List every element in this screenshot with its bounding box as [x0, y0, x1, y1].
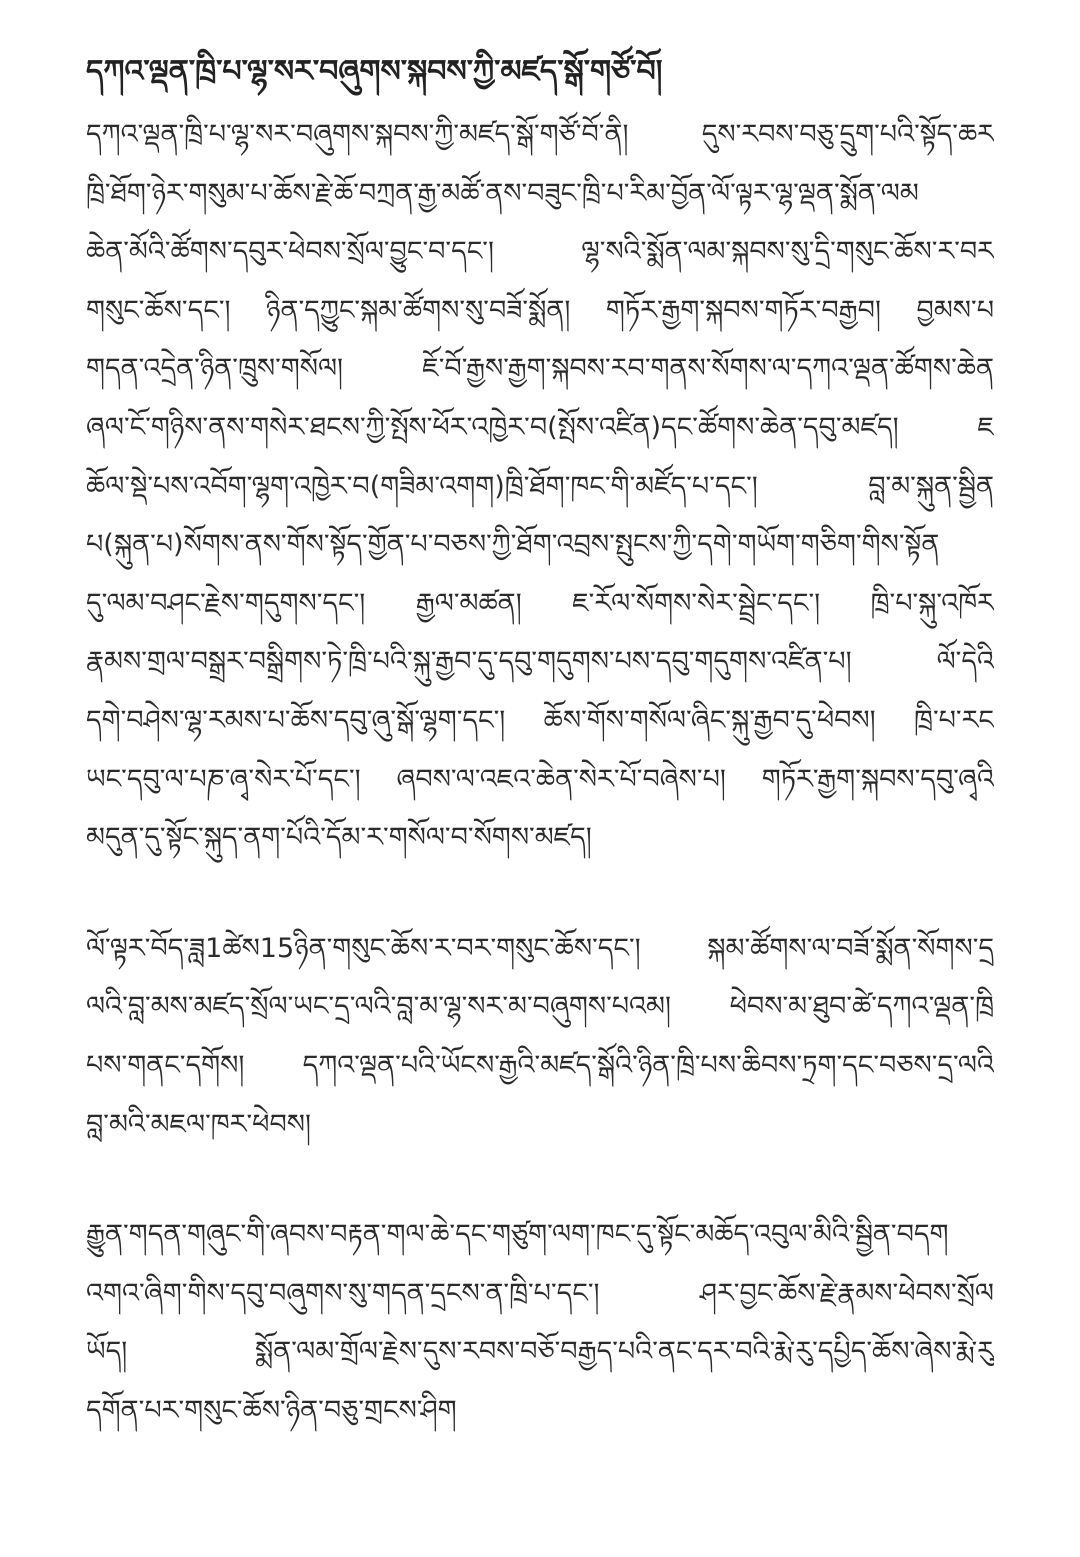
text-line: ལའི་བླ་མས་མཛད་སྲོལ་ཡང་དྲ་ལའི་བླ་མ་ལྷ་སར་མ་བཞུགས་པའམ། ཕེབས་མ་ཐུབ་ཚེ་དཀའ་ལྡན་ཁྲི: [86, 991, 994, 1023]
text-line: ཆོལ་སྡེ་པས་འབོག་ལྷག་འཁྱེར་བ(གཟིམ་འགག)ཁྲི་ཐོག་ཁང་གི་མཛོད་པ་དང་། བླ་མ་སྐུན་སྦྱིན: [86, 470, 994, 502]
text-line: ལོ་ལྟར་བོད་ཟླ1ཚེས15ཉིན་གསུང་ཆོས་ར་བར་གསུང་ཆོས་དང་། སྐམ་ཚོགས་ལ་བཟོ་སྨོན་སོགས་དྲ: [86, 932, 994, 964]
text-line: ཡང་དབུ་ལ་པཎ་ཞྭ་སེར་པོ་དང་། ཞབས་ལ་འཇའ་ཆེན་སེར་པོ་བཞེས་པ། གཏོར་རྒྱག་སྐབས་དབུ་ཞྭའི: [86, 763, 994, 795]
text-line: ཞལ་ངོ་གཉིས་ནས་གསེར་ཐངས་ཀྱི་སྤོས་ཕོར་འཁྱེར་བ(སྤོས་འཛིན)དང་ཚོགས་ཆེན་དབུ་མཛད། ཇ: [86, 411, 994, 443]
text-line: དཀའ་ལྡན་ཁྲི་པ་ལྷ་སར་བཞུགས་སྐབས་ཀྱི་མཛད་སྒོ་གཙོ་བོ་ནི། དུས་རབས་བཅུ་དྲུག་པའི་སྟོད་ཆར: [86, 119, 994, 150]
article-title: དཀའ་ལྡན་ཁྲི་པ་ལྷ་སར་བཞུགས་སྐབས་ཀྱི་མཛད་སྒོ་གཙོ་བོ།: [86, 54, 663, 89]
paragraph-spacer: [86, 1154, 994, 1206]
text-line: རྣམས་གྲལ་བསྒྲར་བསྒྲིགས་ཏེ་ཁྲི་པའི་སྐུ་རྒྱབ་དུ་དབུ་གདུགས་པས་དབུ་གདུགས་འཛིན་པ། ལོ་དེའི: [86, 646, 994, 678]
text-line: མདུན་དུ་སྟོང་སྐུད་ནག་པོའི་དོམ་ར་གསོལ་བ་སོགས་མཛད།: [86, 822, 592, 854]
text-line: པས་གནང་དགོས། དཀའ་ལྡན་པའི་ཡོངས་རྒྱའི་མཛད་སྒོའི་ཉིན་ཁྲི་པས་ཆིབས་ཏྲག་དང་བཅས་དྲ་ལའི: [86, 1049, 994, 1081]
paragraph-1: [86, 106, 994, 868]
paragraph-3: [86, 1206, 994, 1440]
text-line: བླ་མའི་མཇལ་ཁར་ཕེབས།: [86, 1108, 311, 1140]
text-line: རྒྱུན་གདན་གཞུང་གི་ཞབས་བརྟན་གལ་ཆེ་དང་གཙུག་ལག་ཁང་དུ་སྟོང་མཆོད་འབུལ་མིའི་སྦྱིན་བདག: [86, 1219, 949, 1251]
text-line: དུ་ལམ་བཤང་རྗེས་གདུགས་དང་། རྒྱལ་མཚན། ཇ་རོལ་སོགས་སེར་སྦྲེང་དང་། ཁྲི་པ་སྐུ་འཁོར: [86, 587, 994, 619]
text-line: ཁྲི་ཐོག་ཉེར་གསུམ་པ་ཆོས་རྗེ་ཆོ་བཀྲན་རྒྱ་མཚོ་ནས་བཟུང་ཁྲི་པ་རིམ་བྱོན་ལོ་ལྟར་ལྷ་ལྡན་སྨོན་ལམ: [86, 177, 919, 209]
text-line: ཆེན་མོའི་ཚོགས་དབུར་ཕེབས་སྲོལ་བྱུང་བ་དང་། ལྷ་སའི་སྨོན་ལམ་སྐབས་སུ་དྲི་གསུང་ཆོས་ར་བར: [86, 236, 994, 268]
text-line: དགེ་བཤེས་ལྷ་རམས་པ་ཆོས་དབུ་ཞུ་སྒོ་ལྷག་དང་། ཆོས་གོས་གསོལ་ཞིང་སྐུ་རྒྱབ་དུ་ཕེབས། ཁྲི་པ་རང: [86, 704, 994, 736]
text-line: གདན་འདྲེན་ཉིན་ཁྲུས་གསོལ། ཇོ་བོ་རྒྱས་རྒྱག་སྐབས་རབ་གནས་སོགས་ལ་དཀའ་ལྡན་ཚོགས་ཆེན: [86, 353, 994, 385]
paragraph-2: [86, 920, 994, 1154]
text-line: གསུང་ཆོས་དང་། ཉིན་དཀྱུང་སྐམ་ཚོགས་སུ་བཟོ་སྨོན། གཏོར་རྒྱག་སྐབས་གཏོར་བརྒྱབ། བྱམས་པ: [86, 294, 994, 326]
text-line: འགའ་ཞིག་གིས་དབུ་བཞུགས་སུ་གདན་དྲངས་ན་ཁྲི་པ་དང་། ཤར་བྱང་ཆོས་རྗེ་རྣམས་ཕེབས་སྲོལ: [86, 1277, 994, 1309]
text-line: ཡོད། སྨོན་ལམ་གྲོལ་རྗེས་དུས་རབས་བཅོ་བརྒྱད་པའི་ནང་དར་བའི་རྨེ་རུ་དཔྱིད་ཆོས་ཞེས་རྨེ་རུ: [86, 1336, 994, 1368]
text-line: པ(སྐུན་པ)སོགས་ནས་གོས་སྟོད་གྱོན་པ་བཅས་ཀྱི་ཐོག་འབྲས་སྤུངས་ཀྱི་དགེ་གཡོག་གཅིག་གིས་སྟོན: [86, 529, 940, 561]
text-line: དགོན་པར་གསུང་ཆོས་ཉིན་བཅུ་གྲངས་ཤིག: [86, 1394, 457, 1426]
paragraph-spacer: [86, 868, 994, 920]
